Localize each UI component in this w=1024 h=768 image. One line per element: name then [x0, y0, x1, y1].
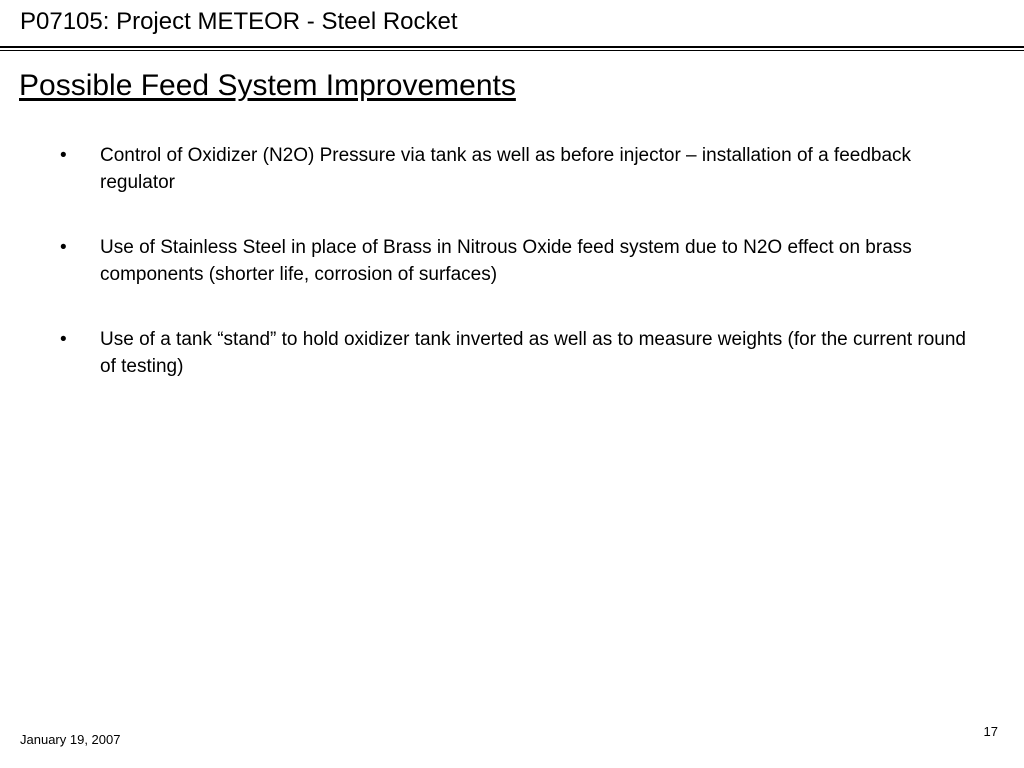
bullet-item	[60, 326, 970, 380]
bullet-item	[60, 234, 970, 288]
footer-date: January 19, 2007	[20, 732, 121, 747]
bullet-item	[60, 142, 970, 196]
bullet-marker: •	[60, 237, 67, 258]
bullet-text: Use of Stainless Steel in place of Brass in Nitrous Oxide feed system due to N2O effect on brass components (shorter life, corrosion of surfaces)	[100, 237, 912, 285]
bullet-marker: •	[60, 145, 67, 166]
slide-heading: Possible Feed System Improvements	[19, 69, 516, 102]
header-divider	[0, 46, 1024, 48]
bullet-marker: •	[60, 329, 67, 350]
presentation-title: P07105: Project METEOR - Steel Rocket	[20, 8, 458, 35]
bullet-text: Control of Oxidizer (N2O) Pressure via tank as well as before injector – installation of a feedback regulator	[100, 145, 912, 193]
bullet-text: Use of a tank “stand” to hold oxidizer tank inverted as well as to measure weights (for the current round of testing)	[100, 329, 966, 377]
header-divider-thin	[0, 50, 1024, 51]
page-number: 17	[983, 724, 998, 739]
bullet-list	[60, 142, 970, 418]
